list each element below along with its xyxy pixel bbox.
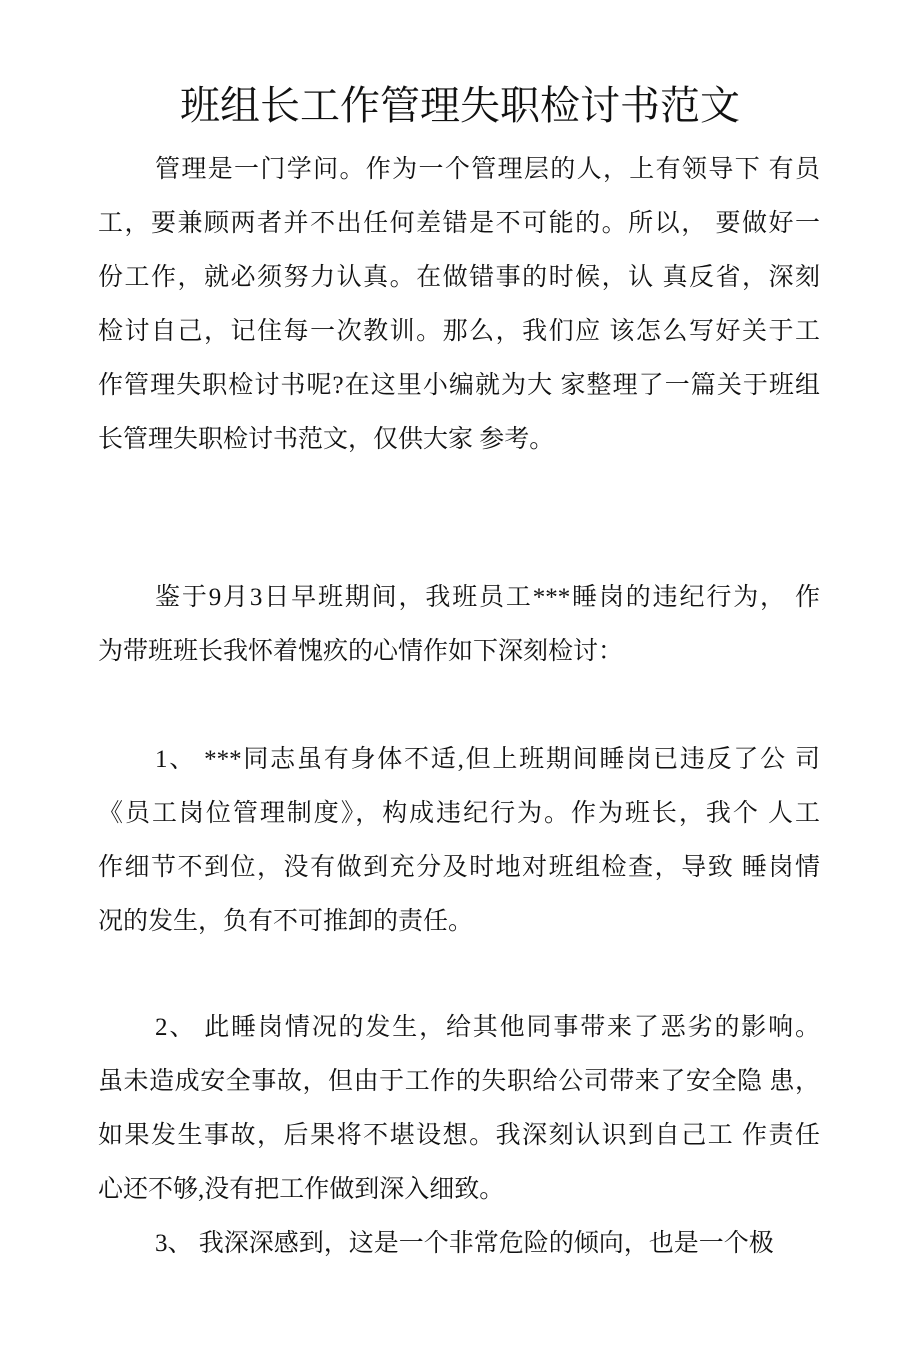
paragraph-1-line: 管理是一门学问。作为一个管理层的人，上有领导下 有员 bbox=[155, 156, 820, 183]
paragraph-1-line: 作管理失职检讨书呢?在这里小编就为大 家整理了一篇关于班组 bbox=[98, 372, 820, 399]
paragraph-4-line: 心还不够,没有把工作做到深入细致。 bbox=[98, 1176, 505, 1203]
paragraph-3-line: 作细节不到位，没有做到充分及时地对班组检查，导致 睡岗情 bbox=[98, 854, 820, 881]
paragraph-3-line: 况的发生，负有不可推卸的责任。 bbox=[98, 908, 474, 935]
paragraph-4-line: 如果发生事故，后果将不堪设想。我深刻认识到自己工 作责任 bbox=[98, 1122, 820, 1149]
paragraph-1-line: 份工作，就必须努力认真。在做错事的时候，认 真反省，深刻 bbox=[98, 264, 820, 291]
paragraph-4-line: 2、 此睡岗情况的发生，给其他同事带来了恶劣的影响。 bbox=[155, 1014, 820, 1041]
paragraph-2-line: 鉴于9月3日早班期间，我班员工***睡岗的违纪行为， 作 bbox=[155, 584, 820, 611]
paragraph-4-line: 虽未造成安全事故，但由于工作的失职给公司带来了安全隐 患， bbox=[98, 1068, 820, 1095]
paragraph-2-line: 为带班班长我怀着愧疚的心情作如下深刻检讨： bbox=[98, 638, 624, 665]
paragraph-5-line: 3、 我深深感到，这是一个非常危险的倾向，也是一个极 bbox=[155, 1230, 774, 1257]
paragraph-3-line: 1、 ***同志虽有身体不适,但上班期间睡岗已违反了公 司 bbox=[155, 746, 820, 773]
paragraph-1-line: 工，要兼顾两者并不出任何差错是不可能的。所以， 要做好一 bbox=[98, 210, 820, 237]
document-title: 班组长工作管理失职检讨书范文 bbox=[180, 83, 740, 128]
paragraph-1-line: 检讨自己，记住每一次教训。那么，我们应 该怎么写好关于工 bbox=[98, 318, 820, 345]
paragraph-1-line: 长管理失职检讨书范文，仅供大家 参考。 bbox=[98, 426, 555, 453]
paragraph-3-line: 《员工岗位管理制度》，构成违纪行为。作为班长，我个 人工 bbox=[98, 800, 820, 827]
